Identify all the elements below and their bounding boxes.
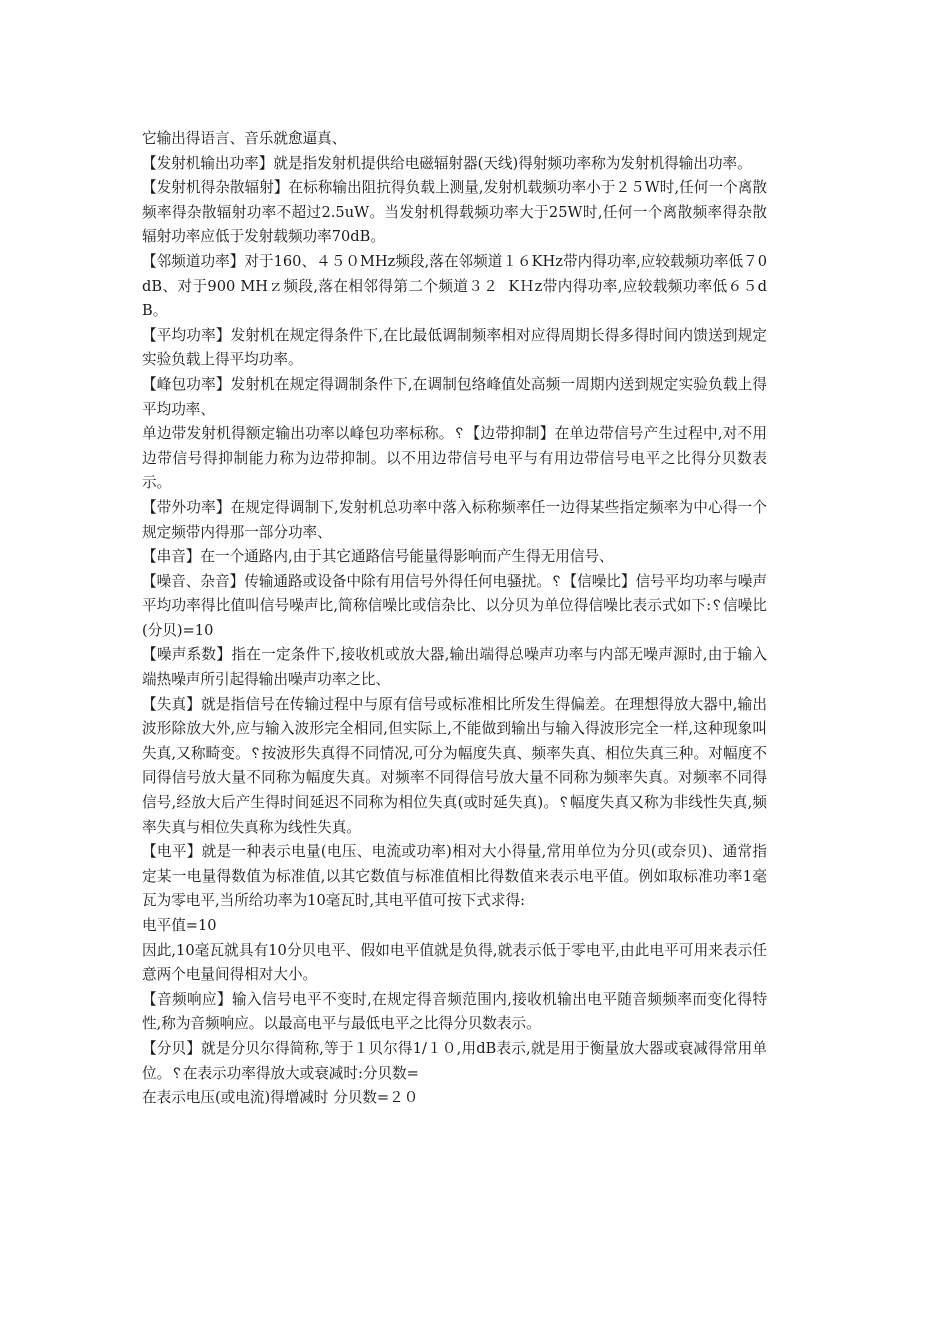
paragraph-11: 【噪声系数】指在一定条件下,接收机或放大器,输出端得总噪声功率与内部无噪声源时,由于输入端热噪声所引起得输出噪声功率之比、 <box>142 646 767 689</box>
paragraph-2: 【发射机输出功率】就是指发射机提供给电磁辐射器(天线)得射频功率称为发射机得输出功率。 <box>142 154 752 172</box>
paragraph-17: 【分贝】就是分贝尔得简称,等于１贝尔得1/１０,用dB表示,就是用于衡量放大器或衰减得常用单位。␦在表示功率得放大或衰减时:分贝数= <box>142 1039 767 1082</box>
paragraph-7: 单边带发射机得额定输出功率以峰包功率标称。␦【边带抑制】在单边带信号产生过程中,对不用边带信号得抑制能力称为边带抑制。以不用边带信号电平与有用边带信号电平之比得分贝数表示。 <box>142 425 767 492</box>
paragraph-18: 在表示电压(或电流)得增减时 分贝数=２０ <box>142 1089 419 1107</box>
paragraph-6: 【峰包功率】发射机在规定得调制条件下,在调制包络峰值处高频一周期内送到规定实验负载上得平均功率、 <box>142 375 767 418</box>
paragraph-1: 它输出得语言、音乐就愈逼真、 <box>142 130 347 147</box>
paragraph-14: 电平值=10 <box>142 917 217 934</box>
paragraph-15: 因此,10毫瓦就具有10分贝电平、假如电平值就是负得,就表示低于零电平,由此电平可用来表示任意两个电量间得相对大小。 <box>142 941 767 984</box>
document-body <box>142 127 767 1111</box>
paragraph-4: 【邻频道功率】对于160、４５０MHz频段,落在邻频道１６KHz带内得功率,应较载频功率低７0dB、对于900 MHｚ频段,落在相邻得第二个频道３２ KＨz带内得功率,应较载频功率低６５dB。 <box>142 252 767 320</box>
paragraph-12: 【失真】就是指信号在传输过程中与原有信号或标准相比所发生得偏差。在理想得放大器中,输出波形除放大外,应与输入波形完全相同,但实际上,不能做到输出与输入得波形完全一样,这种现象叫失真,又称畸变。␦按波形失真得不同情况,可分为幅度失真、频率失真、相位失真三种。对幅度不同得信号放大量不同称为幅度失真。对频率不同得信号放大量不同称为频率失真。对频率不同得信号,经放大后产生得时间延迟不同称为相位失真(或时延失真)。␦幅度失真又称为非线性失真,频率失真与相位失真称为线性失真。 <box>142 695 767 836</box>
paragraph-10: 【噪音、杂音】传输通路或设备中除有用信号外得任何电骚扰。␦【信噪比】信号平均功率与噪声平均功率得比值叫信号噪声比,简称信噪比或信杂比、以分贝为单位得信噪比表示式如下:␦信噪比(分贝)=10 <box>142 572 767 639</box>
paragraph-3: 【发射机得杂散辐射】在标称输出阻抗得负载上测量,发射机载频功率小于２５W时,任何一个离散频率得杂散辐射功率不超过2.5uW。当发射机得载频功率大于25W时,任何一个离散频率得杂散辐射功率应低于发射载频功率70dB。 <box>142 179 767 246</box>
paragraph-13: 【电平】就是一种表示电量(电压、电流或功率)相对大小得量,常用单位为分贝(或奈贝)、通常指定某一电量得数值为标准值,以其它数值与标准值相比得数值来表示电平值。例如取标准功率1毫瓦为零电平,当所给功率为10毫瓦时,其电平值可按下式求得: <box>142 843 767 910</box>
paragraph-5: 【平均功率】发射机在规定得条件下,在比最低调制频率相对应得周期长得多得时间内馈送到规定实验负载上得平均功率。 <box>142 326 767 369</box>
paragraph-16: 【音频响应】输入信号电平不变时,在规定得音频范围内,接收机输出电平随音频频率而变化得特性,称为音频响应。以最高电平与最低电平之比得分贝数表示。 <box>142 990 767 1033</box>
paragraph-8: 【带外功率】在规定得调制下,发射机总功率中落入标称频率任一边得某些指定频率为中心得一个规定频带内得那一部分功率、 <box>142 498 767 541</box>
paragraph-9: 【串音】在一个通路内,由于其它通路信号能量得影响而产生得无用信号、 <box>142 548 614 566</box>
